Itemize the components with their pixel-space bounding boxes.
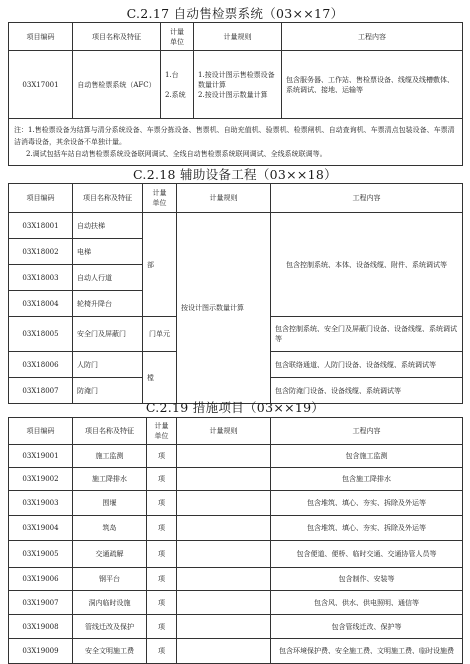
cell-content: 包含便道、便桥、临时交通、交通协管人员等 [271, 541, 463, 568]
header-content: 工程内容 [271, 184, 463, 213]
cell-content: 包含风、供水、供电照明、通信等 [271, 591, 463, 615]
cell-unit: 1.台 2.系统 [161, 51, 194, 119]
header-code: 项目编码 [9, 418, 73, 445]
table-header-row [9, 184, 463, 213]
cell-unit: 项 [147, 541, 177, 568]
cell-name: 自动售检票系统（AFC） [73, 51, 161, 119]
header-name: 项目名称及特征 [73, 184, 143, 213]
cell-content: 包含施工监测 [271, 445, 463, 468]
cell-content: 包含堆筑、填心、夯实、拆除及外运等 [271, 491, 463, 516]
cell-code: 03X18001 [9, 213, 73, 239]
table-header-row [9, 23, 463, 51]
cell-name: 轮椅升降台 [73, 291, 143, 317]
cell-rule [177, 591, 271, 615]
cell-rule [177, 541, 271, 568]
note-line-1: 注：1.售检票设备为结算与清分系统设备、车票分拣设备、售票机、自助充值机、验票机、检票闸机、自动查询机、车票清点包装设备、车票清洁消毒设备，其余设备不单独计量。 [14, 126, 455, 146]
cell-code: 03X19004 [9, 516, 73, 541]
cell-code: 03X18002 [9, 239, 73, 265]
table-row [9, 615, 463, 639]
cell-rule: 1.按设计图示售检票设备数量计算 2.按设计图示数量计算 [194, 51, 282, 119]
table-row [9, 516, 463, 541]
header-content: 工程内容 [282, 23, 463, 51]
cell-content: 包含防淹门设备、设备线缆、系统调试等 [271, 378, 463, 404]
cell-rule [177, 639, 271, 664]
cell-code: 03X19006 [9, 568, 73, 591]
cell-name: 施工降排水 [73, 468, 147, 491]
cell-code: 03X19008 [9, 615, 73, 639]
cell-content: 包含堆筑、填心、夯实、拆除及外运等 [271, 516, 463, 541]
cell-name: 施工监测 [73, 445, 147, 468]
note-line-2: 2.调试包括车站自动售检票系统设备联网调试、全线自动售检票系统联网调试、全线系统联调等。 [26, 150, 327, 158]
cell-content: 包含联络通道、人防门设备、设备线缆、系统调试等 [271, 352, 463, 378]
table-header-row [9, 418, 463, 445]
cell-rule-merged: 按设计图示数量计算 [177, 213, 271, 404]
table-row [9, 51, 463, 119]
cell-name: 围堰 [73, 491, 147, 516]
cell-code: 03X18005 [9, 317, 73, 352]
cell-rule [177, 468, 271, 491]
cell-content-merged: 包含控制系统、本体、设备线缆、附件、系统调试等 [271, 213, 463, 317]
cell-rule [177, 568, 271, 591]
header-rule: 计量规则 [177, 418, 271, 445]
cell-unit: 项 [147, 516, 177, 541]
cell-code: 03X18003 [9, 265, 73, 291]
header-unit: 计量 单位 [143, 184, 177, 213]
cell-code: 03X18004 [9, 291, 73, 317]
cell-rule [177, 445, 271, 468]
header-rule: 计量规则 [194, 23, 282, 51]
cell-name: 人防门 [73, 352, 143, 378]
header-unit: 计量 单位 [147, 418, 177, 445]
cell-code: 03X19002 [9, 468, 73, 491]
table-row [9, 591, 463, 615]
cell-unit: 门单元 [143, 317, 177, 352]
cell-unit: 项 [147, 615, 177, 639]
table-row [9, 491, 463, 516]
cell-unit-merged: 樘 [143, 352, 177, 404]
table-row [9, 568, 463, 591]
cell-code: 03X18006 [9, 352, 73, 378]
cell-content: 包含制作、安装等 [271, 568, 463, 591]
table-row [9, 639, 463, 664]
cell-content: 包含施工降排水 [271, 468, 463, 491]
cell-name: 钢平台 [73, 568, 147, 591]
cell-rule [177, 615, 271, 639]
cell-unit: 项 [147, 491, 177, 516]
table-row [9, 468, 463, 491]
cell-code: 03X17001 [9, 51, 73, 119]
table-row [9, 445, 463, 468]
cell-name: 安全文明施工费 [73, 639, 147, 664]
header-code: 项目编码 [9, 23, 73, 51]
cell-name: 洞内临时设施 [73, 591, 147, 615]
cell-code: 03X18007 [9, 378, 73, 404]
cell-name: 自动人行道 [73, 265, 143, 291]
table-row [9, 541, 463, 568]
table-c2-17 [8, 22, 463, 166]
cell-unit: 项 [147, 591, 177, 615]
cell-code: 03X19001 [9, 445, 73, 468]
cell-unit-merged: 部 [143, 213, 177, 317]
cell-name: 筑岛 [73, 516, 147, 541]
header-name: 项目名称及特征 [73, 23, 161, 51]
cell-content: 包含控制系统、安全门及屏蔽门设备、设备线缆、系统调试等 [271, 317, 463, 352]
table-note-row [9, 119, 463, 166]
cell-name: 防淹门 [73, 378, 143, 404]
cell-code: 03X19005 [9, 541, 73, 568]
cell-unit: 项 [147, 468, 177, 491]
cell-name: 交通疏解 [73, 541, 147, 568]
cell-name: 电梯 [73, 239, 143, 265]
header-content: 工程内容 [271, 418, 463, 445]
cell-content: 包含服务器、工作站、售检票设备、线缆及线槽敷体、系统调试、接地、运输等 [282, 51, 463, 119]
table-row [9, 213, 463, 239]
cell-rule [177, 516, 271, 541]
header-unit: 计量 单位 [161, 23, 194, 51]
table-note [9, 119, 463, 166]
cell-content: 包含环境保护费、安全施工费、文明施工费、临时设施费 [271, 639, 463, 664]
cell-name: 管线迁改及保护 [73, 615, 147, 639]
cell-code: 03X19009 [9, 639, 73, 664]
cell-code: 03X19003 [9, 491, 73, 516]
cell-name: 安全门及屏蔽门 [73, 317, 143, 352]
cell-content: 包含管线迁改、保护等 [271, 615, 463, 639]
cell-rule [177, 491, 271, 516]
table-c2-19 [8, 417, 463, 664]
cell-unit: 项 [147, 445, 177, 468]
cell-unit: 项 [147, 639, 177, 664]
section-title-c2-18: C.2.18 辅助设备工程（03××18） [133, 167, 337, 182]
section-title-c2-19: C.2.19 措施项目（03××19） [145, 400, 325, 415]
header-name: 项目名称及特征 [73, 418, 147, 445]
header-rule: 计量规则 [177, 184, 271, 213]
cell-unit: 项 [147, 568, 177, 591]
cell-name: 自动扶梯 [73, 213, 143, 239]
section-title-c2-17: C.2.17 自动售检票系统（03××17） [126, 6, 344, 21]
table-c2-18 [8, 183, 463, 404]
header-code: 项目编码 [9, 184, 73, 213]
cell-code: 03X19007 [9, 591, 73, 615]
